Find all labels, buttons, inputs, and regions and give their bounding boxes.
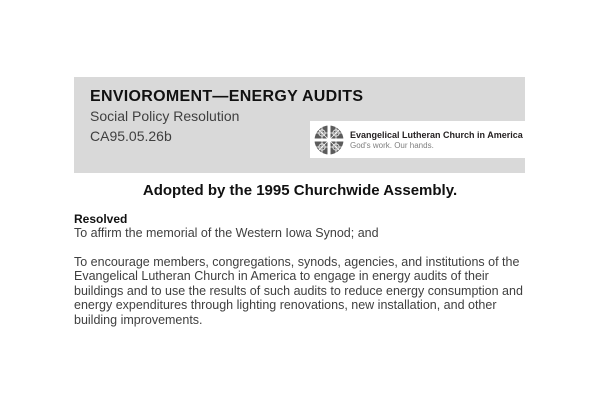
resolved-label: Resolved: [74, 212, 128, 226]
document-title: ENVIOROMENT—ENERGY AUDITS: [90, 88, 364, 105]
org-name: Evangelical Lutheran Church in America: [350, 129, 523, 140]
resolution-text-block: [74, 212, 534, 327]
resolution-paragraph: To encourage members, congregations, synods, agencies, and institutions of the Evangelical Lutheran Church in America to engage in energy audits of their buildings and to use the results of such audits to reduce energy consumption and energy expenditures through lighting renovations, new installation, and other building improvements.: [74, 254, 523, 327]
logo-text-block: [350, 129, 523, 151]
adopted-heading: Adopted by the 1995 Churchwide Assembly.: [142, 182, 458, 199]
document-code: CA95.05.26b: [90, 128, 172, 144]
resolved-clause: To affirm the memorial of the Western Iowa Synod; and: [74, 226, 379, 240]
org-tagline: God's work. Our hands.: [350, 140, 434, 150]
header-banner: [74, 77, 525, 173]
elca-logo-lockup: [310, 121, 525, 158]
document-subtitle: Social Policy Resolution: [90, 108, 240, 124]
elca-cross-emblem-icon: [314, 125, 344, 155]
